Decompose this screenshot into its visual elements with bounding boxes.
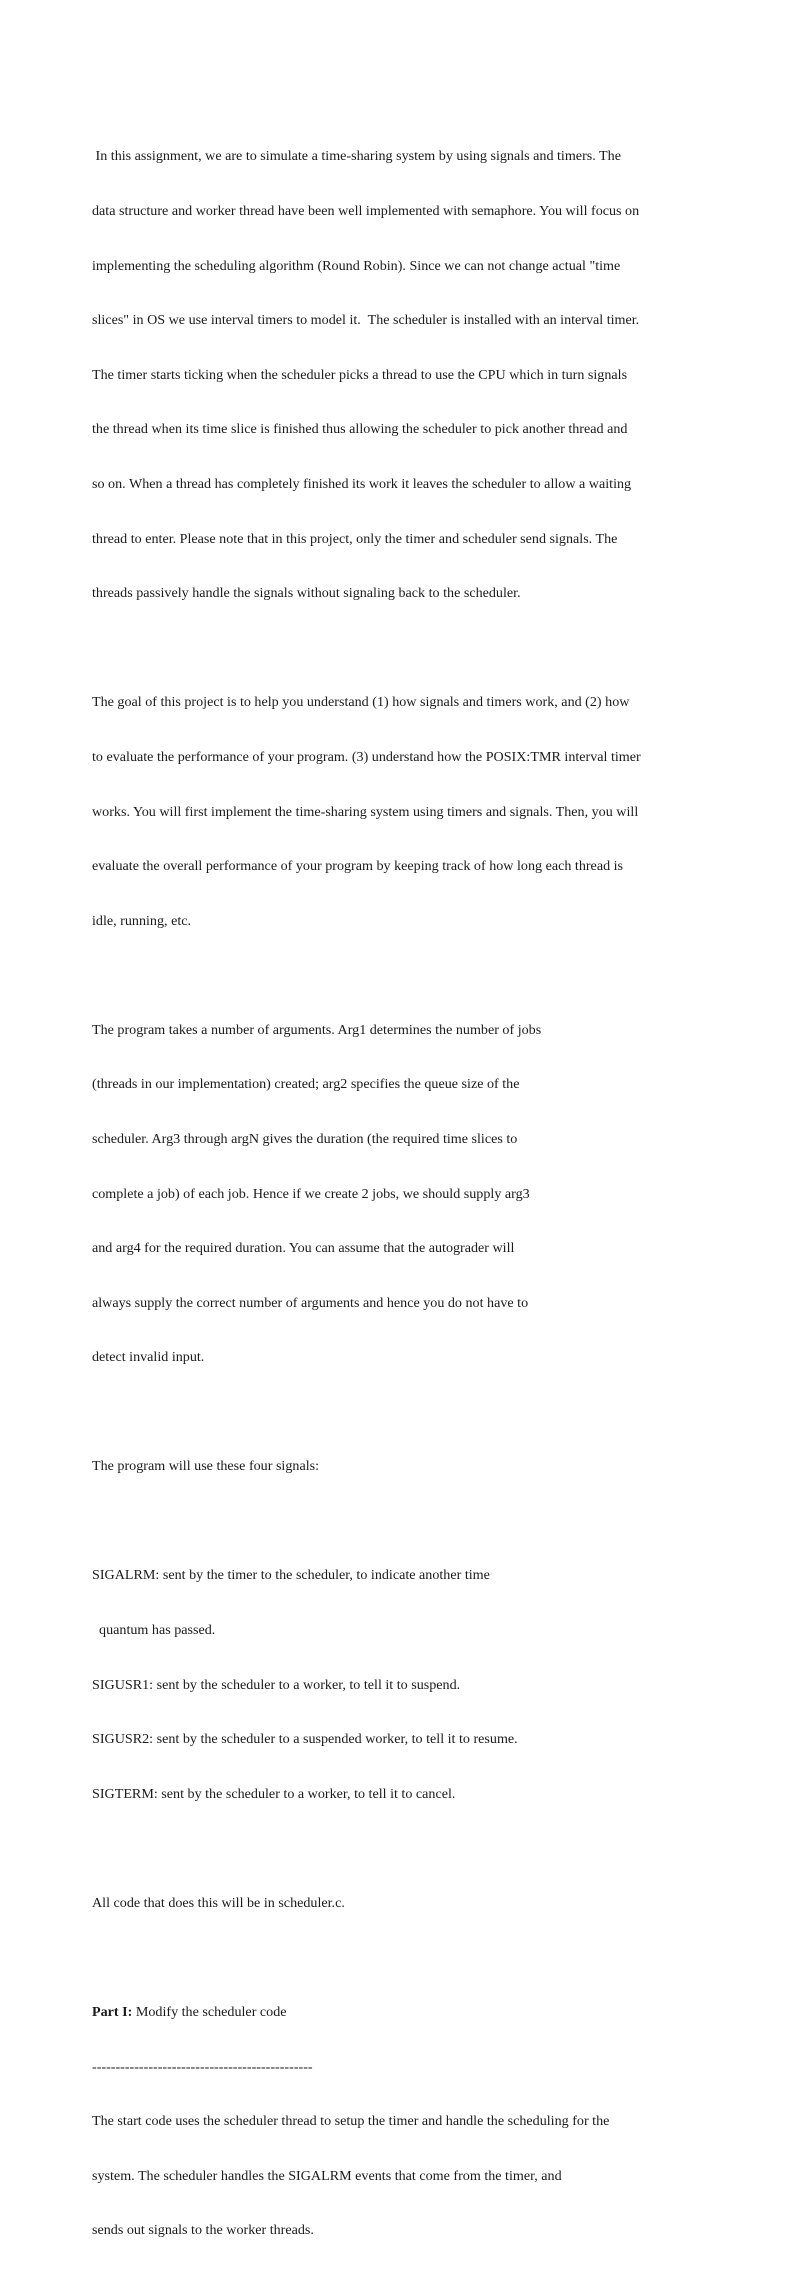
text-line: The timer starts ticking when the scheduler picks a thread to use the CPU which in turn signals (92, 366, 628, 383)
text-line: evaluate the overall performance of your program by keeping track of how long each thread is (92, 858, 624, 875)
text-line: The start code uses the scheduler thread to setup the timer and handle the scheduling for the (92, 2113, 610, 2130)
text-line: scheduler. Arg3 through argN gives the duration (the required time slices to (92, 1130, 518, 1147)
signal-item: quantum has passed. (92, 1622, 216, 1639)
paragraph-gap (92, 1403, 712, 1421)
part1-label: Part I: (92, 2003, 133, 2020)
paragraph-gap (92, 1512, 712, 1530)
goal-paragraph (92, 657, 712, 966)
arguments-paragraph (92, 984, 712, 1403)
text-line: threads passively handle the signals without signaling back to the scheduler. (92, 585, 521, 602)
text-line: In this assignment, we are to simulate a time-sharing system by using signals and timers. The (92, 148, 621, 165)
text-line: The goal of this project is to help you understand (1) how signals and timers work, and (2) how (92, 694, 630, 711)
text-line: sends out signals to the worker threads. (92, 2222, 314, 2239)
code-location (92, 1857, 712, 1948)
signals-list (92, 1530, 712, 1839)
text-line: slices" in OS we use interval timers to model it. The scheduler is installed with an interval timer. (92, 312, 640, 329)
signal-item: SIGALRM: sent by the timer to the scheduler, to indicate another time (92, 1567, 490, 1584)
text-line: All code that does this will be in scheduler.c. (92, 1894, 345, 1911)
text-line: always supply the correct number of arguments and hence you do not have to (92, 1294, 529, 1311)
signal-item: SIGUSR1: sent by the scheduler to a worker, to tell it to suspend. (92, 1676, 461, 1693)
signal-item: SIGUSR2: sent by the scheduler to a suspended worker, to tell it to resume. (92, 1731, 518, 1748)
text-line: detect invalid input. (92, 1349, 205, 1366)
text-line: thread to enter. Please note that in this project, only the timer and scheduler send signals. The (92, 530, 618, 547)
text-line: (threads in our implementation) created; arg2 specifies the queue size of the (92, 1076, 520, 1093)
text-line: The program takes a number of arguments. Arg1 determines the number of jobs (92, 1021, 542, 1038)
paragraph-gap (92, 1839, 712, 1857)
paragraph-gap (92, 966, 712, 984)
text-line: and arg4 for the required duration. You can assume that the autograder will (92, 1240, 515, 1257)
signal-item: SIGTERM: sent by the scheduler to a worker, to tell it to cancel. (92, 1785, 456, 1802)
text-line: to evaluate the performance of your program. (3) understand how the POSIX:TMR interval timer (92, 748, 641, 765)
text-line: idle, running, etc. (92, 912, 192, 929)
part1-title: Modify the scheduler code (132, 2003, 287, 2020)
paragraph-gap (92, 1949, 712, 1967)
paragraph-gap (92, 639, 712, 657)
text-line: complete a job) of each job. Hence if we create 2 jobs, we should supply arg3 (92, 1185, 530, 1202)
part1-section (92, 1967, 712, 2276)
text-line: works. You will first implement the time-sharing system using timers and signals. Then, you will (92, 803, 639, 820)
text-line: the thread when its time slice is finished thus allowing the scheduler to pick another thread and (92, 421, 628, 438)
part1-heading (92, 2003, 712, 2021)
signals-intro (92, 1421, 712, 1512)
text-line: so on. When a thread has completely finished its work it leaves the scheduler to allow a waiting (92, 476, 632, 493)
document-page (92, 111, 712, 2276)
section-rule: ----------------------------------------------- (92, 2058, 313, 2075)
intro-paragraph (92, 111, 712, 639)
text-line: implementing the scheduling algorithm (Round Robin). Since we can not change actual "time (92, 257, 621, 274)
text-line: system. The scheduler handles the SIGALRM events that come from the timer, and (92, 2167, 562, 2184)
text-line: data structure and worker thread have been well implemented with semaphore. You will focus on (92, 203, 640, 220)
text-line: The program will use these four signals: (92, 1458, 320, 1475)
